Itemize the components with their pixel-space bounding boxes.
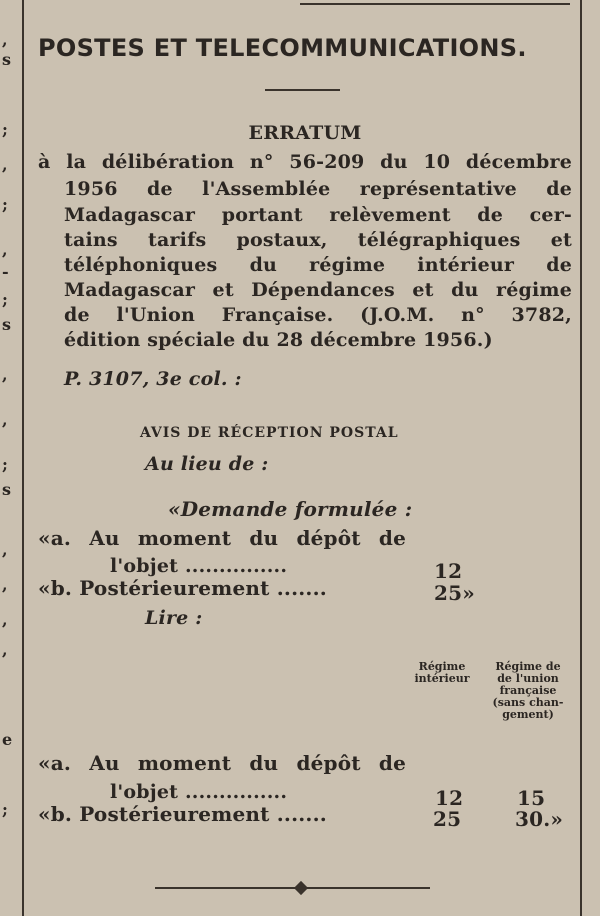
- erratum-line: Madagascar portant relèvement de cer-: [64, 204, 572, 226]
- margin-fragment: s: [2, 480, 12, 499]
- read-value-b2: 30.»: [515, 807, 564, 831]
- margin-fragment: s: [2, 50, 12, 69]
- margin-fragment: ;: [2, 800, 8, 819]
- margin-fragment: ;: [2, 120, 8, 139]
- column-header-interieur: [404, 661, 480, 685]
- rule-ornament: [294, 881, 308, 895]
- read-value-a1: 12: [435, 786, 464, 810]
- header-line: de l'union: [497, 672, 559, 685]
- erratum-line: Madagascar et Dépendances et du régime: [64, 279, 572, 301]
- column-header-union: [482, 661, 574, 721]
- title-rule: [265, 89, 340, 91]
- instead-of-label: Au lieu de :: [145, 453, 269, 475]
- margin-fragment: ;: [2, 290, 8, 309]
- header-line: Régime: [418, 660, 466, 673]
- margin-fragment: ,: [2, 240, 8, 259]
- page-reference: P. 3107, 3e col. :: [64, 368, 242, 390]
- margin-fragment: e: [2, 730, 13, 749]
- section-title: POSTES ET TELECOMMUNICATIONS.: [38, 34, 527, 62]
- margin-fragment: ,: [2, 410, 8, 429]
- read-line-a: «a. Au moment du dépôt de: [38, 751, 406, 775]
- header-line: (sans chan-: [492, 696, 564, 709]
- header-line: française: [499, 684, 557, 697]
- erratum-line: de l'Union Française. (J.O.M. n° 3782,: [64, 304, 572, 326]
- erratum-heading: ERRATUM: [248, 122, 362, 144]
- erratum-line: téléphoniques du régime intérieur de: [64, 254, 572, 276]
- margin-fragment: ,: [2, 575, 8, 594]
- margin-fragment: ,: [2, 610, 8, 629]
- erratum-line: tains tarifs postaux, télégraphiques et: [64, 229, 572, 251]
- read-label: Lire :: [145, 607, 203, 629]
- instead-of-line-a-cont: l'objet ...............: [110, 555, 288, 577]
- read-value-b1: 25: [433, 807, 462, 831]
- margin-fragment: ,: [2, 30, 8, 49]
- instead-of-subheading: «Demande formulée :: [168, 497, 413, 521]
- margin-fragment: s: [2, 315, 12, 334]
- bottom-rule: [155, 887, 430, 889]
- erratum-line: édition spéciale du 28 décembre 1956.): [64, 329, 493, 351]
- instead-of-line-a: «a. Au moment du dépôt de: [38, 526, 406, 550]
- read-line-b: «b. Postérieurement .......: [38, 802, 327, 826]
- margin-fragment: ,: [2, 640, 8, 659]
- header-line: gement): [502, 708, 554, 721]
- margin-fragment: ;: [2, 195, 8, 214]
- instead-of-value-a: 12: [434, 559, 463, 583]
- margin-fragment: ,: [2, 365, 8, 384]
- instead-of-line-b: «b. Postérieurement .......: [38, 576, 327, 600]
- erratum-line: 1956 de l'Assemblée représentative de: [64, 178, 572, 200]
- header-line: intérieur: [414, 672, 470, 685]
- top-rule: [300, 3, 570, 5]
- section-subtitle: AVIS DE RÉCEPTION POSTAL: [140, 425, 399, 441]
- header-line: Régime de: [495, 660, 561, 673]
- erratum-line: à la délibération n° 56-209 du 10 décembre: [38, 151, 572, 173]
- margin-fragment: ;: [2, 455, 8, 474]
- margin-fragment: ,: [2, 155, 8, 174]
- read-line-a-cont: l'objet ...............: [110, 781, 288, 803]
- margin-fragment: ,: [2, 540, 8, 559]
- read-value-a2: 15: [517, 786, 546, 810]
- margin-fragment: -: [2, 262, 9, 281]
- instead-of-value-b: 25»: [434, 581, 475, 605]
